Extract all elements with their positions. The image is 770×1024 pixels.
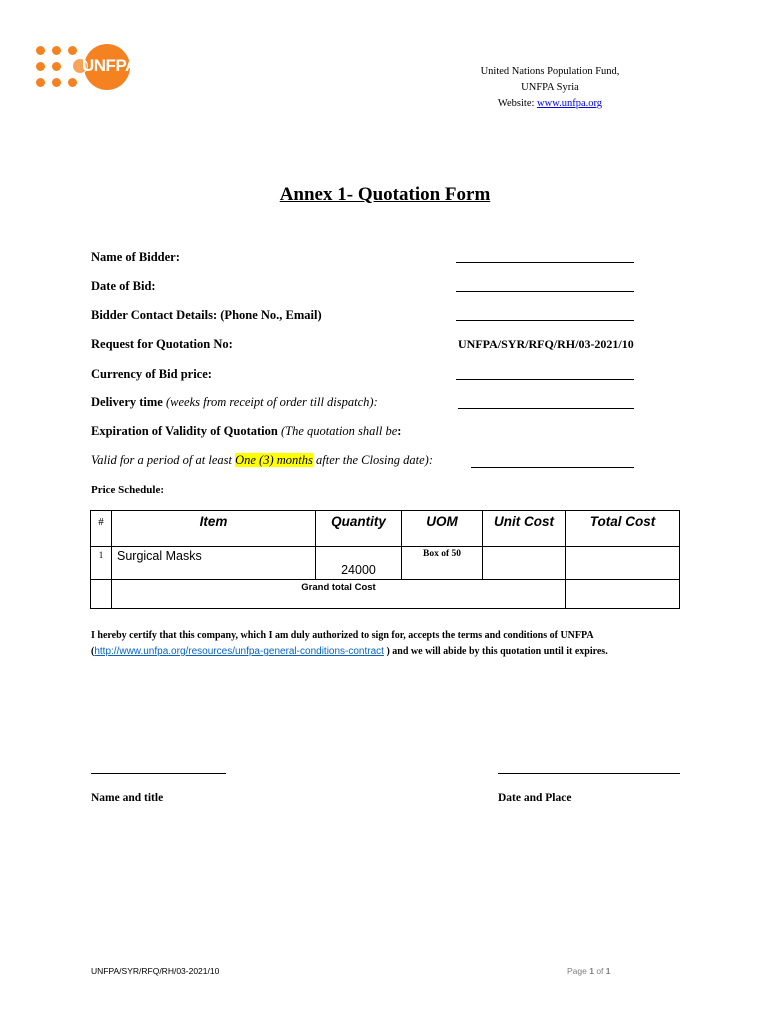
expiration-note: (The quotation shall be <box>280 424 398 438</box>
page-indicator <box>567 966 611 976</box>
table-header-row <box>91 511 680 547</box>
price-schedule-label: Price Schedule: <box>91 484 165 496</box>
logo-dot <box>36 62 45 71</box>
organization-address <box>440 64 660 112</box>
logo-dot <box>68 46 77 55</box>
validity-field[interactable] <box>471 467 634 468</box>
cert-text-pre: I hereby certify that this company, which I am duly authorized to sign for, accepts the terms and conditions of UNFPA ( <box>91 630 594 657</box>
expiration-colon: : <box>397 424 402 438</box>
grand-total-blank <box>91 580 112 609</box>
header-unit-cost: Unit Cost <box>483 511 566 547</box>
page-number: 1 <box>589 966 594 976</box>
logo-dot <box>36 46 45 55</box>
bid-date-label: Date of Bid: <box>91 279 156 293</box>
cert-conditions-link[interactable]: http://www.unfpa.org/resources/unfpa-general-conditions-contract <box>94 646 384 657</box>
row-num: 1 <box>91 547 112 580</box>
website-label: Website: <box>497 98 538 109</box>
grand-total-row <box>91 580 680 609</box>
currency-field[interactable] <box>456 379 634 380</box>
validity-post: after the Closing date): <box>312 453 433 467</box>
logo-dot <box>36 78 45 87</box>
bid-date-field[interactable] <box>456 291 634 292</box>
date-place-signature-line[interactable] <box>498 773 680 774</box>
unfpa-logo <box>34 42 137 90</box>
row-item: Surgical Masks <box>112 547 316 580</box>
table-row <box>91 547 680 580</box>
logo-dot <box>52 78 61 87</box>
rfq-number-value: UNFPA/SYR/RFQ/RH/03-2021/10 <box>458 337 634 351</box>
header-item: Item <box>112 511 316 547</box>
row-unit-cost[interactable] <box>483 547 566 580</box>
validity-pre: Valid for a period of at least <box>91 453 236 467</box>
certification-statement <box>91 628 681 660</box>
cert-text-post: ) and we will abide by this quotation until it expires. <box>383 646 608 657</box>
logo-text: UNFPA <box>82 56 137 75</box>
row-total-cost[interactable] <box>566 547 680 580</box>
grand-total-value[interactable] <box>566 580 680 609</box>
name-title-signature-line[interactable] <box>91 773 226 774</box>
grand-total-label: Grand total Cost <box>112 580 566 609</box>
contact-details-label: Bidder Contact Details: (Phone No., Email) <box>91 308 322 322</box>
header-quantity: Quantity <box>316 511 402 547</box>
contact-details-field[interactable] <box>456 320 634 321</box>
expiration-label <box>91 424 401 439</box>
logo-dot <box>52 46 61 55</box>
org-line-2: UNFPA Syria <box>521 82 579 93</box>
row-uom: Box of 50 <box>402 547 483 580</box>
page-total: 1 <box>605 966 611 976</box>
footer-reference: UNFPA/SYR/RFQ/RH/03-2021/10 <box>91 966 220 976</box>
delivery-time-label <box>91 395 378 410</box>
website-link[interactable]: www.unfpa.org <box>537 98 603 109</box>
validity-statement <box>91 453 433 468</box>
header-total-cost: Total Cost <box>566 511 680 547</box>
price-schedule-table <box>90 510 680 609</box>
delivery-time-title: Delivery time <box>91 395 163 409</box>
validity-highlight: One (3) months <box>235 453 313 467</box>
rfq-number-label: Request for Quotation No: <box>91 337 233 351</box>
delivery-time-field[interactable] <box>458 408 634 409</box>
logo-dot <box>52 62 61 71</box>
page-title: Annex 1- Quotation Form <box>279 184 491 205</box>
header-num: # <box>91 511 112 547</box>
header-uom: UOM <box>402 511 483 547</box>
page-word: Page <box>567 966 590 976</box>
bidder-name-field[interactable] <box>456 262 634 263</box>
name-title-label: Name and title <box>91 792 164 804</box>
page-of: of <box>593 966 606 976</box>
row-quantity: 24000 <box>316 547 402 580</box>
org-website <box>440 96 660 112</box>
date-place-label: Date and Place <box>498 792 572 804</box>
bidder-name-label: Name of Bidder: <box>91 250 180 264</box>
logo-dot <box>68 78 77 87</box>
delivery-time-note: (weeks from receipt of order till dispatch): <box>165 395 378 409</box>
org-line-1: United Nations Population Fund, <box>480 66 620 77</box>
expiration-title: Expiration of Validity of Quotation <box>91 424 278 438</box>
currency-label: Currency of Bid price: <box>91 367 212 381</box>
